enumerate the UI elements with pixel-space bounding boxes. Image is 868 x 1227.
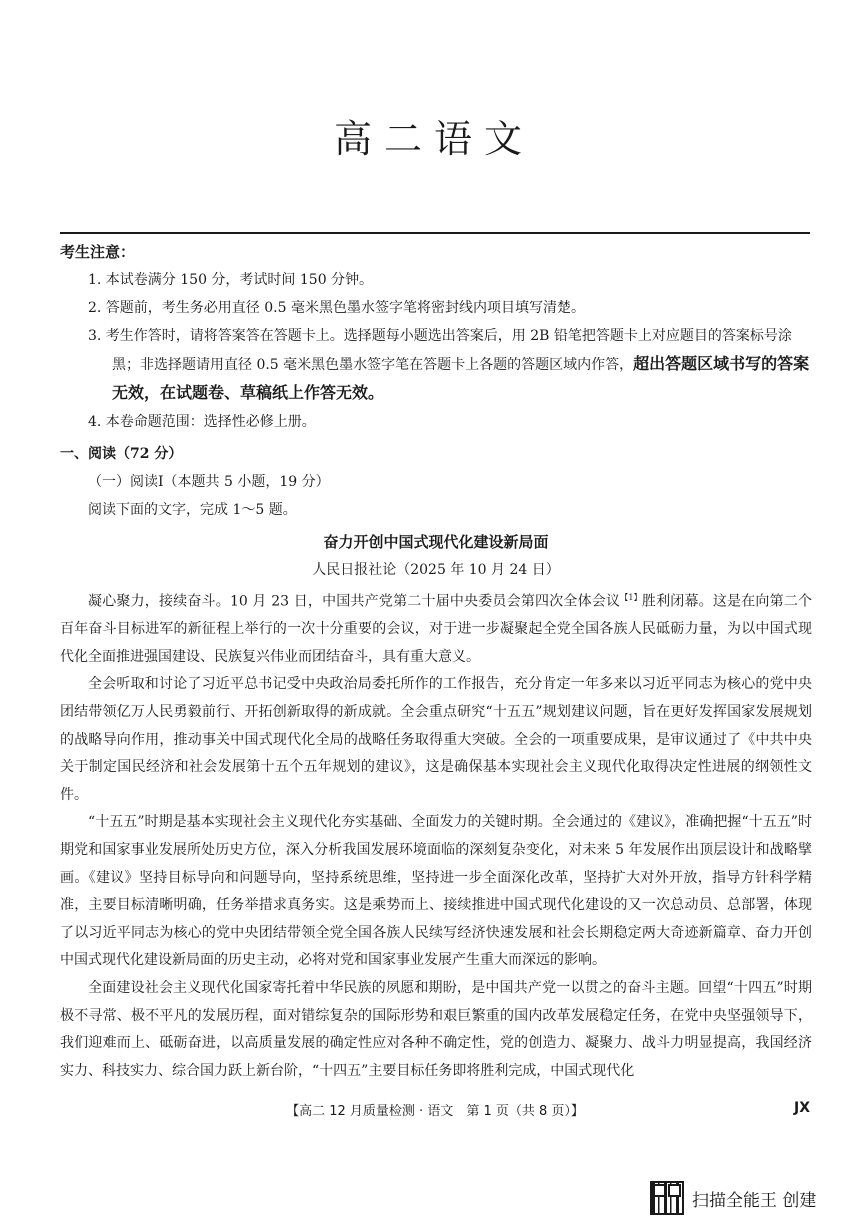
notice-item-1: 1. 本试卷满分 150 分，考试时间 150 分钟。 [88,272,374,288]
section-heading: 一、阅读（72 分） [60,446,183,462]
paragraph-4: 全面建设社会主义现代化国家寄托着中华民族的夙愿和期盼，是中国共产党一以贯之的奋斗主题。回望“十四五”时期极不寻常、极不平凡的发展历程，面对错综复杂的国际形势和艰巨繁重的国内改革发展稳定任务，在党中央坚强领导下，我们迎难而上、砥砺奋进，以高质量发展的确定性应对各种不确定性，党的创造力、凝聚力、战斗力明显提高，我国经济实力、科技实力、综合国力跃上新台阶，“十四五”主要目标任务即将胜利完成，中国式现代化 [60,979,812,1079]
footer-page-info: 【高二 12 月质量检测 · 语文 第 1 页（共 8 页）】 [286,1104,584,1119]
qr-code-icon [650,1181,684,1215]
notice-block [60,238,812,436]
scanner-watermark [650,1180,860,1216]
top-divider [60,232,810,234]
article-title: 奋力开创中国式现代化建设新局面 [323,533,549,551]
footnote-marker: 【1】 [620,593,642,602]
paragraph-1-a: 凝心聚力，接续奋斗。10 月 23 日，中国共产党第二十届中央委员会第四次全体会议 [88,593,621,610]
notice-item-3 [60,322,812,408]
page-title: 高二语文 [333,117,534,161]
paragraph-1-b: 胜利闭幕。这是在向第二个百年奋斗目标进军的新征程上举行的一次十分重要的会议，对于进一步凝聚起全党全国各族人民砥砺力量，为以中国式现代化全面推进强国建设、民族复兴伟业而团结奋斗，具有重大意义。 [60,593,813,665]
reading-section [60,440,812,1085]
article-source: 人民日报社论（2025 年 10 月 24 日） [312,562,560,578]
paragraph-3: “十五五”时期是基本实现社会主义现代化夯实基础、全面发力的关键时期。全会通过的《建议》，准确把握“十五五”时期党和国家事业发展所处历史方位，深入分析我国发展环境面临的深刻复杂变化，对未来 5 年发展作出顶层设计和战略擘画。《建议》坚持目标导向和问题导向，坚持系统思维，坚持进一步全面深化改革，坚持扩大对外开放，指导方针科学精准，主要目标清晰明确，任务举措求真务实。这是乘势而上、接续推进中国式现代化建设的又一次总动员、总部署，体现了以习近平同志为核心的党中央团结带领全党全国各族人民续写经济快速发展和社会长期稳定两大奇迹新篇章、奋力开创中国式现代化建设新局面的历史主动，必将对党和国家事业发展产生重大而深远的影响。 [60,814,812,969]
notice-item-4: 4. 本卷命题范围：选择性必修上册。 [88,414,316,430]
paragraph-1 [60,584,812,671]
notice-item-2: 2. 答题前，考生务必用直径 0.5 毫米黑色墨水签字笔将密封线内项目填写清楚。 [88,300,585,316]
notice-heading: 考生注意： [60,243,136,261]
instruction: 阅读下面的文字，完成 1～5 题。 [88,502,297,518]
footer-code: JX [793,1100,810,1116]
paragraph-2: 全会听取和讨论了习近平总书记受中央政治局委托所作的工作报告，充分肯定一年多来以习近平同志为核心的党中央团结带领亿万人民勇毅前行、开拓创新取得的新成就。全会重点研究“十五五”规划建议问题，旨在更好发挥国家发展规划的战略导向作用，推动事关中国式现代化全局的战略任务取得重大突破。全会的一项重要成果，是审议通过了《中共中央关于制定国民经济和社会发展第十五个五年规划的建议》，这是确保基本实现社会主义现代化取得决定性进展的纲领性文件。 [60,676,812,803]
notice-item-3-emphasis: 超出答题区域书写的答案无效，在试题卷、草稿纸上作答无效。 [112,354,810,402]
notice-item-3-text: 3. 考生作答时，请将答案答在答题卡上。选择题每小题选出答案后，用 2B 铅笔把答题卡上对应题目的答案标号涂黑；非选择题请用直径 0.5 毫米黑色墨水签字笔在答题卡上各题的答题区域内作答， [88,328,792,373]
watermark-text: 扫描全能王 创建 [692,1190,817,1211]
subsection-heading: （一）阅读Ⅰ（本题共 5 小题，19 分） [88,474,330,490]
